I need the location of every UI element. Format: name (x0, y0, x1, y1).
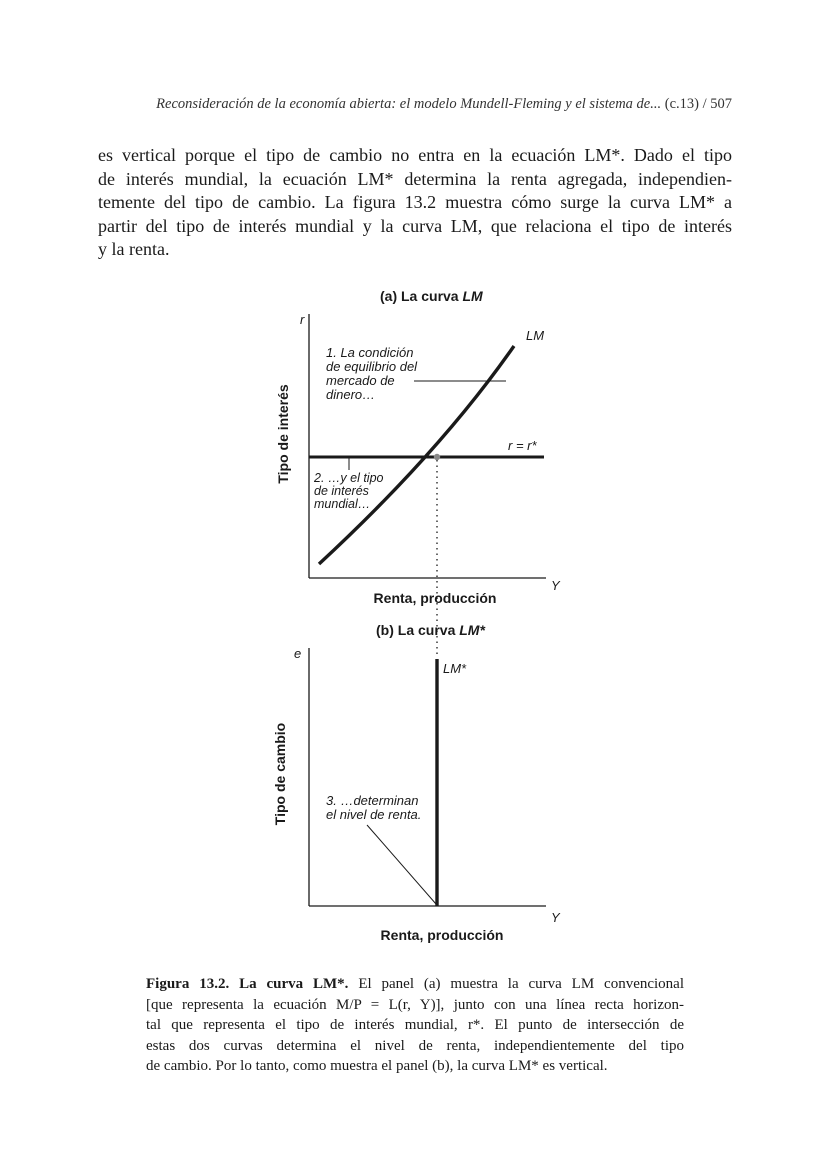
page-number: 507 (710, 96, 732, 112)
panel-b-x-axis-title: Renta, producción (380, 927, 504, 943)
body-line: es vertical porque el tipo de cambio no entra en la ecuación LM*. Dado el tipo (98, 145, 732, 165)
caption-label: Figura 13.2. La curva LM*. (146, 976, 349, 992)
panel-b-y-axis-title: Tipo de cambio (272, 722, 288, 826)
body-line: partir del tipo de interés mundial y la curva LM, que relaciona el tipo de interés (98, 215, 732, 236)
lm-curve-label: LM (526, 328, 545, 343)
running-head-separator: / (702, 96, 707, 112)
body-line: temente del tipo de cambio. La figura 13.2 muestra cómo surge la curva LM* a (98, 192, 732, 212)
annotation-3-line: el nivel de renta. (326, 807, 422, 822)
lm-star-label: LM* (443, 661, 467, 676)
world-rate-label: r = r* (508, 438, 537, 453)
body-paragraph (98, 144, 732, 262)
annotation-2-line: de interés (314, 484, 369, 498)
caption-line: estas dos curvas determina el nivel de renta, independientemente del tipo (146, 1037, 684, 1054)
panel-a-y-axis-title: Tipo de interés (275, 384, 291, 484)
annotation-2-line: mundial… (314, 497, 371, 511)
annotation-1-line: mercado de (326, 373, 395, 388)
running-head (98, 96, 732, 113)
panel-b-y-symbol: e (294, 646, 302, 661)
figure-caption (146, 974, 684, 1077)
panel-a-x-axis-title: Renta, producción (373, 590, 497, 606)
caption-line: [que representa la ecuación M/P = L(r, Y)], junto con una línea recta horizon- (146, 996, 684, 1013)
caption-line: de cambio. Por lo tanto, como muestra el panel (b), la curva LM* es vertical. (146, 1058, 608, 1074)
running-head-title: Reconsideración de la economía abierta: el modelo Mundell-Fleming y el sistema de... (156, 96, 662, 112)
panel-a-y-symbol: r (300, 312, 305, 327)
annotation-3-line: 3. …determinan (326, 793, 419, 808)
panel-b (272, 646, 561, 943)
annotation-1-line: dinero… (326, 387, 376, 402)
caption-line: Figura 13.2. La curva LM*. El panel (a) muestra la curva LM convencional (146, 976, 685, 992)
annotation-1-line: 1. La condición (326, 345, 414, 360)
panel-a-x-symbol: Y (551, 578, 560, 593)
annotation-1-line: de equilibrio del (326, 359, 418, 374)
running-head-chapter: (c.13) (664, 96, 699, 112)
body-line: de interés mundial, la ecuación LM* determina la renta agregada, independien- (98, 168, 732, 189)
panel-b-title: (b) La curva LM* (376, 622, 485, 638)
body-line: y la renta. (98, 239, 170, 259)
panel-a-title: (a) La curva LM (380, 288, 483, 304)
annotation-2-line: 2. …y el tipo (314, 471, 384, 485)
panel-a (275, 312, 561, 606)
equilibrium-point (434, 454, 440, 460)
caption-line: tal que representa el tipo de interés mundial, r*. El punto de intersección de (146, 1017, 684, 1033)
lm-curve (319, 346, 514, 564)
annotation-3-leader (367, 825, 436, 904)
panel-b-x-symbol: Y (551, 910, 560, 925)
